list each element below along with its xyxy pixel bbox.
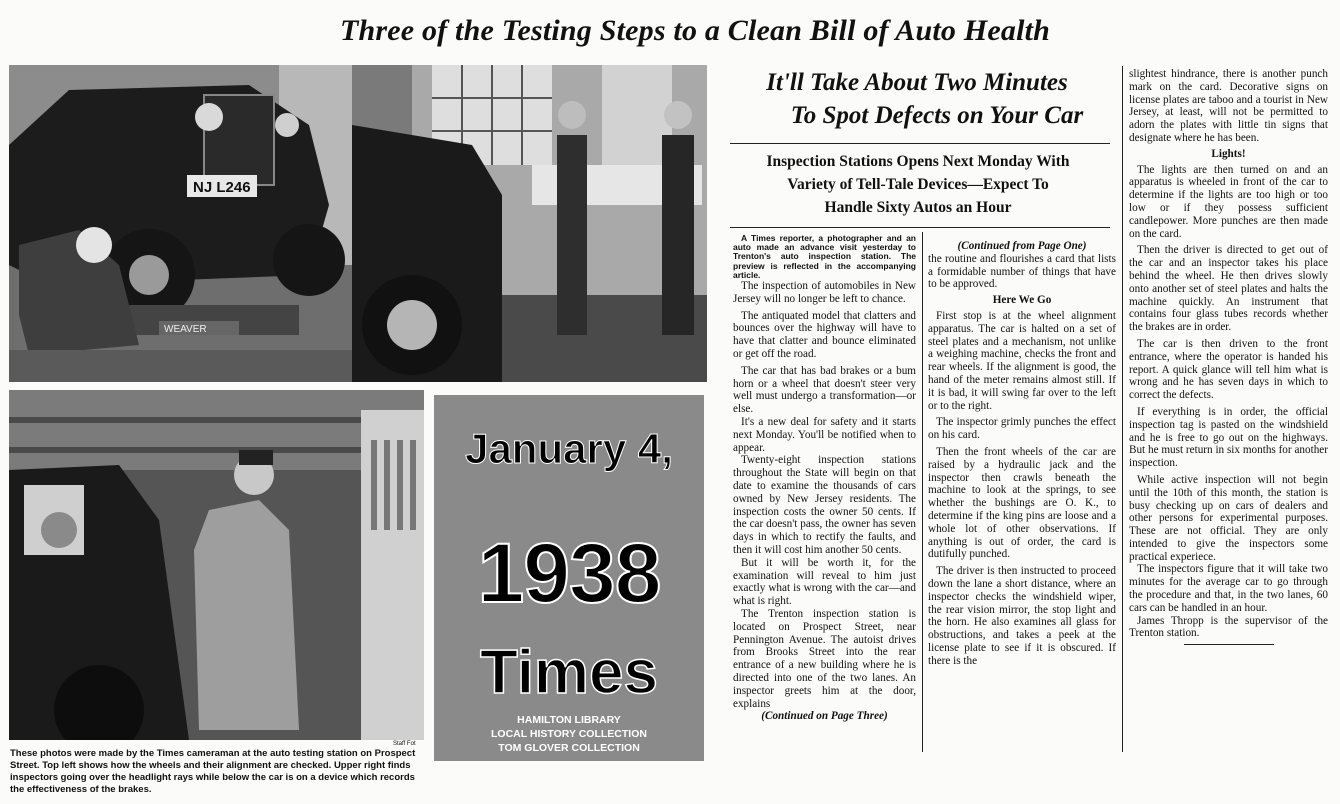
- photo-headlight-rays: [352, 65, 707, 382]
- subhead-rule: [730, 227, 1110, 228]
- article-paragraph: The Trenton inspection station is located on Prospect Street, near Pennington Avenue. The autoist drives from Brooks Street into the rear entrance of a new building where he is directed into one of the two lanes. An inspector greets him at the door, explains: [733, 607, 916, 710]
- overlay-credit: [434, 713, 704, 755]
- headline-rule: [730, 143, 1110, 144]
- photo-headlight-rays-image: [352, 65, 707, 382]
- article-paragraph: The inspectors figure that it will take two minutes for the average car to go through the procedure and that, in the two lanes, 60 cars can be handled in an hour.: [1129, 563, 1328, 614]
- article-paragraph: Twenty-eight inspection stations throughout the State will begin on that date to examine the thousands of cars owned by New Jersey residents. The inspection costs the owner 50 cents. If the car doesn't pass, the owner has seven days in which to rectify the faults, and then it will cost him another 50 cents.: [733, 454, 916, 556]
- article-subhead-line3: Handle Sixty Autos an Hour: [824, 199, 1012, 216]
- date-overlay: [434, 395, 704, 761]
- article-paragraph: The driver is then instructed to proceed down the lane a short distance, where an inspector checks the windshield wiper, the rear vision mirror, the stop light and the horn. He also examines all glass for obstructions, and takes a peek at the license plate to see if it is obscured. If there is the: [928, 565, 1116, 667]
- article-column-2: [928, 240, 1116, 668]
- article-paragraph: slightest hindrance, there is another punch mark on the card. Decorative signs on license plates are taboo and a tourist in New Jersey, at least, will not be permitted to adorn the plates with little tin signs that designate where he has been.: [1129, 68, 1328, 144]
- article-paragraph: James Thropp is the supervisor of the Trenton station.: [1129, 614, 1328, 640]
- article-paragraph: The car that has bad brakes or a bum horn or a wheel that doesn't steer very well must undergo a transformation—or else.: [733, 364, 916, 416]
- article-intro: A Times reporter, a photographer and an auto made an advance visit yesterday to Trenton's auto inspection station. The preview is reflected in the accompanying article.: [733, 233, 916, 280]
- article-paragraph: It's a new deal for safety and it starts next Monday. You'll be notified when to appear.: [733, 415, 916, 454]
- end-rule: [1184, 644, 1274, 645]
- photo-wheel-alignment: [9, 65, 352, 382]
- page-headline: Three of the Testing Steps to a Clean Bill of Auto Health: [339, 14, 1051, 47]
- article-subhead: [714, 150, 1122, 219]
- overlay-credit-line: LOCAL HISTORY COLLECTION: [491, 728, 647, 740]
- article-subhead-line1: Inspection Stations Opens Next Monday With: [766, 153, 1070, 170]
- article-paragraph: First stop is at the wheel alignment apparatus. The car is halted on a set of steel plates and a mechanism, not unlike a weighing machine, checks the front and rear wheels. If the alignment is good, the hand of the meter remains almost still. If it is bad, it will swing far over to the left or to the right.: [928, 309, 1116, 412]
- article-paragraph: Then the front wheels of the car are raised by a hydraulic jack and the inspector then crawls beneath the machine to look at the springs, to see whether the bushings are O. K., to determine if the king pins are loose and a whole lot of other observations. If anything is out of order, the card is dutifully punched.: [928, 445, 1116, 561]
- column-rule: [922, 232, 923, 752]
- article-paragraph: The car is then driven to the front entrance, where the operator is handed his report. A quick glance will tell him what is wrong and he has seven days in which to correct the defects.: [1129, 337, 1328, 402]
- section-subhead: Lights!: [1211, 147, 1246, 160]
- weaver-label: WEAVER: [164, 324, 207, 335]
- continued-from-label: (Continued from Page One): [957, 240, 1087, 252]
- overlay-date: January 4,: [465, 425, 673, 472]
- photo-brake-test: [9, 390, 424, 740]
- article-headline: [712, 66, 1122, 132]
- license-plate-text: NJ L246: [193, 179, 251, 196]
- article-paragraph: The inspection of automobiles in New Jersey will no longer be left to chance.: [733, 280, 916, 305]
- article-column-1: [733, 234, 916, 723]
- article-headline-line1: It'll Take About Two Minutes: [766, 69, 1068, 96]
- continued-on-label: (Continued on Page Three): [761, 710, 888, 723]
- overlay-credit-line: TOM GLOVER COLLECTION: [498, 742, 640, 754]
- article-paragraph: Then the driver is directed to get out of the car and an inspector takes his place behind the wheel. He then drives slowly onto another set of steel plates and halts the machine quickly. An instrument that contains four glass tubes records whether the brakes are in order.: [1129, 244, 1328, 334]
- photo-caption: These photos were made by the Times cameraman at the auto testing station on Prospect Street. Top left shows how the wheels and their alignment are checked. Upper right finds inspectors going over the headlight rays while below the car is on a device which records the effectiveness of the brakes.: [10, 748, 416, 795]
- article-paragraph: But it will be worth it, for the examination will reveal to him just exactly what is wrong with the car—and what is right.: [733, 556, 916, 608]
- column-rule: [1122, 66, 1123, 752]
- staff-photo-credit: Staff Fot: [393, 741, 416, 747]
- overlay-year: 1938: [477, 526, 661, 620]
- photo-brake-test-image: [9, 390, 424, 740]
- section-subhead: Here We Go: [992, 294, 1052, 307]
- article-headline-line2: To Spot Defects on Your Car: [790, 102, 1084, 129]
- article-subhead-line2: Variety of Tell-Tale Devices—Expect To: [787, 176, 1049, 193]
- overlay-credit-line: HAMILTON LIBRARY: [517, 714, 621, 726]
- article-paragraph: If everything is in order, the official inspection tag is pasted on the windshield and he is free to go out on the highways. But he must return in six months for another inspection.: [1129, 405, 1328, 470]
- article-column-3: [1129, 68, 1328, 645]
- article-paragraph: The antiquated model that clatters and bounces over the highway will have to have that clatter and bounce eliminated or get off the road.: [733, 309, 916, 360]
- article-paragraph: The lights are then turned on and an apparatus is wheeled in front of the car to determine if the lights are too high or too low or if they possess sufficient candlepower. More punches are then made on the card.: [1129, 163, 1328, 240]
- article-paragraph: the routine and flourishes a card that lists a formidable number of things that have to be approved.: [928, 252, 1116, 291]
- photo-wheel-alignment-image: [9, 65, 352, 382]
- overlay-paper-name: Times: [479, 638, 659, 707]
- article-paragraph: The inspector grimly punches the effect on his card.: [928, 416, 1116, 442]
- article-paragraph: While active inspection will not begin until the 10th of this month, the station is busy checking up on cars of dealers and other persons for experimental purposes. These are not official. They are only intended to give the inspectors some practical experiece.: [1129, 473, 1328, 563]
